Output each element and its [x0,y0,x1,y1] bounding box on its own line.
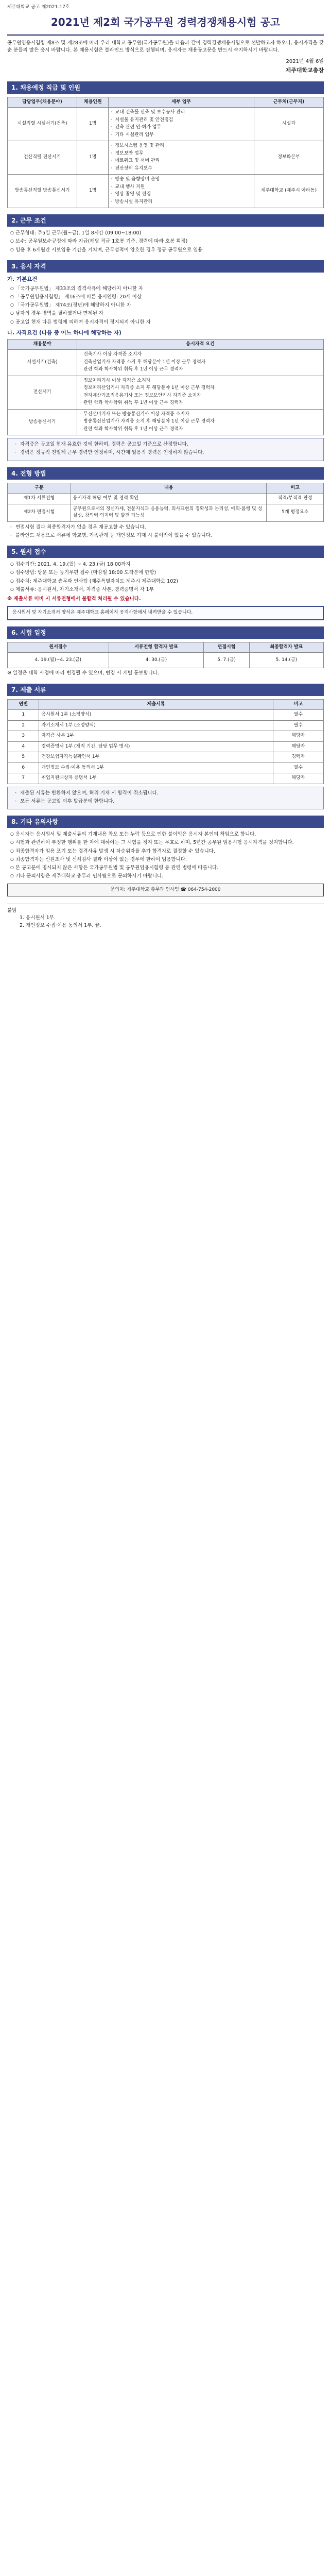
document-no: 1 [8,710,39,721]
documents-header-row [8,699,324,710]
document-name: 자기소개서 1부 (소정양식) [39,720,273,731]
positions-header-duties: 세부 업무 [109,97,254,108]
document-no: 6 [8,762,39,773]
position-duty-item: · 방송 및 음향장비 운영 [111,176,251,183]
misc-item: ○ 최종합격자가 임용 포기 또는 결격사유 발생 시 차순위자를 추가 합격자로 결정할 수 있습니다. [10,848,324,855]
selection-body [8,494,324,522]
position-duty-item: · 교내 행사 지원 [111,184,251,191]
documents-header-no: 연번 [8,699,39,710]
position-count: 1명 [77,141,109,175]
qualification-field: 전산서기 [8,376,77,409]
positions-table [7,97,324,209]
positions-header-place: 근무처(근무지) [254,97,323,108]
document-name: 건강보험자격득실확인서 1부 [39,752,273,763]
basic-req-title: 가. 기본요건 [7,276,38,282]
document-note: 해당자 [273,731,323,742]
positions-header-count: 채용인원 [77,97,109,108]
documents-row [8,731,324,742]
document-name: 응시원서 1부 (소정양식) [39,710,273,721]
documents-row [8,762,324,773]
section-7-label: 7. 제출 서류 [11,686,46,693]
documents-note-item: - 제출된 서류는 반환하지 않으며, 허위 기재 시 합격이 취소됩니다. [15,790,319,797]
selection-note-item: - 면접시험 결과 최종합격자가 없을 경우 재공고할 수 있습니다. [10,524,324,531]
basic-req-list [7,285,324,326]
schedule-header-final: 최종합격자 발표 [249,642,323,653]
qualification-header-reqs: 응시자격 요건 [77,339,324,350]
qualification-header-row [8,339,324,350]
selection-header-content: 내용 [71,483,267,494]
position-duty-item: · 전산장비 유지보수 [111,165,251,173]
qualification-reqs-list [79,378,321,407]
schedule-header-doc-result: 서류전형 합격자 발표 [109,642,204,653]
documents-header-note: 비고 [273,699,323,710]
qualification-notes-list [12,441,319,457]
selection-note: 5개 평정요소 [267,504,324,521]
attachment-item-1: 1. 응시원서 1부. [20,915,56,921]
document-no: 4 [8,741,39,752]
basic-req-item: ○ 「공무원임용시험령」 제16조에 따른 응시연령: 20세 이상 [10,294,324,301]
qualification-req-item: · 관련 학과 학사학위 취득 후 1년 이상 근무 경력자 [79,400,321,407]
misc-list [7,831,324,880]
documents-body [8,710,324,784]
position-duties [109,175,254,208]
section-1-title [7,81,324,94]
qual-req-title: 나. 자격요건 (다음 중 어느 하나에 해당하는 자) [7,329,121,336]
qualification-req-item: · 건축기사 이상 자격증 소지자 [79,351,321,359]
position-place: 정보화본부 [254,141,323,175]
section-3-label: 3. 응시 자격 [11,262,46,270]
qualification-req-item: · 전자계산기조직응용기사 또는 정보보안기사 자격증 소지자 [79,393,321,400]
selection-content: 공무원으로서의 정신자세, 전문지식과 응용능력, 의사표현의 정확성과 논리성, 예의·품행 및 성실성, 창의력·의지력 및 발전 가능성 [71,504,267,521]
position-count: 1명 [77,108,109,141]
qualification-field: 방송통신서기 [8,409,77,435]
attachments [7,904,324,929]
qualification-reqs [77,350,324,376]
position-duty-item: · 정보보안 업무 [111,150,251,158]
application-highlight: 응시원서 및 자기소개서 양식은 제주대학교 홈페이지 공지사항에서 내려받을 수 있습니다. [7,606,324,620]
selection-content: 응시자격 해당 여부 및 경력 확인 [71,494,267,504]
schedule-header-row [8,642,324,653]
qualification-req-item: · 관련 학과 학사학위 취득 후 1년 이상 근무 경력자 [79,366,321,374]
qualification-note-item: - 경력은 정규직 전일제 근무 경력만 인정하며, 시간제·일용직 경력은 인정하지 않습니다. [15,449,319,456]
qualification-req-item: · 방송통신산업기사 자격증 소지 후 해당분야 1년 이상 근무 경력자 [79,418,321,426]
document-no: 7 [8,773,39,784]
document-name: 취업지원대상자 증명서 1부 [39,773,273,784]
position-duty-item: · 방송시설 유지관리 [111,199,251,206]
document-note: 필수 [273,720,323,731]
schedule-final-date: 5. 14.(금) [249,653,323,668]
section-1-label: 1. 채용예정 직급 및 인원 [11,83,80,91]
section-7-title [7,684,324,696]
documents-header-doc: 제출서류 [39,699,273,710]
selection-note-item: - 블라인드 채용으로 서류에 학교명, 가족관계 등 개인정보 기재 시 불이익이 있을 수 있습니다. [10,532,324,539]
section-3-title [7,260,324,273]
qualification-req-item: · 정보처리산업기사 자격증 소지 후 해당분야 1년 이상 근무 경력자 [79,385,321,392]
application-list [7,561,324,594]
selection-header-note: 비고 [267,483,324,494]
notice-date: 2021년 4월 6일 [286,58,324,64]
section-5-title [7,546,324,558]
documents-row [8,752,324,763]
qualification-reqs [77,376,324,409]
application-warning: ※ 제출서류 미비 시 서류전형에서 불합격 처리될 수 있습니다. [7,596,141,602]
document-no: 5 [8,752,39,763]
work-condition-item: ○ 임용 후 6개월간 시보임용 기간을 거치며, 근무성적이 양호한 경우 정규 공무원으로 임용 [10,247,324,254]
selection-stage: 제2차 면접시험 [8,504,71,521]
selection-header-stage: 구분 [8,483,71,494]
basic-req-item: ○ 「국가공무원법」 제33조의 결격사유에 해당하지 아니한 자 [10,285,324,293]
schedule-table [7,642,324,669]
sign-block [7,58,324,75]
documents-note-item: - 모든 서류는 공고일 이후 발급분에 한합니다. [15,798,319,805]
documents-notes-list [12,790,319,806]
qualification-reqs-list [79,351,321,374]
schedule-header-apply: 원서접수 [8,642,109,653]
document-name: 자격증 사본 1부 [39,731,273,742]
intro-text: 공무원임용시험령 제8조 및 제28조에 따라 우리 대학교 공무원(국가공무원)을 다음과 같이 경력경쟁채용시험으로 선발하고자 하오니, 응시자격을 갖춘 분들의 많은 응시 바랍니다. 본 채용시험은 블라인드 방식으로 진행되며, 응시자는 채용공고문을 반드시 숙지하시기 바랍니다. [7,40,324,54]
application-item: ○ 접수방법: 방문 또는 등기우편 접수 (마감일 18:00 도착분에 한함) [10,569,324,577]
schedule-header-interview: 면접시험 [204,642,249,653]
section-8-label: 8. 기타 유의사항 [11,818,58,826]
position-duty-item: · 네트워크 및 서버 관리 [111,158,251,165]
qualification-table [7,339,324,436]
qualification-notes [7,438,324,461]
position-duty-item: · 시설물 유지관리 및 안전점검 [111,117,251,124]
contact-box: 문의처: 제주대학교 총무과 인사팀 ☎ 064-754-2000 [7,884,324,897]
documents-table [7,699,324,784]
position-duty-item: · 영상 촬영 및 편집 [111,191,251,198]
position-duty-item: · 교내 건축물 신축 및 보수공사 관리 [111,109,251,116]
section-4-title [7,467,324,480]
position-place: 시설과 [254,108,323,141]
misc-item: ○ 응시자는 응시원서 및 제출서류의 기재내용 착오 또는 누락 등으로 인한 불이익은 응시자 본인의 책임으로 합니다. [10,831,324,838]
document-note: 경력자 [273,752,323,763]
selection-notes-list [7,524,324,540]
selection-stage: 제1차 서류전형 [8,494,71,504]
selection-row [8,494,324,504]
qualification-req-item: · 정보처리기사 이상 자격증 소지자 [79,378,321,385]
misc-item: ○ 기타 문의사항은 제주대학교 총무과 인사팀으로 문의하시기 바랍니다. [10,873,324,880]
documents-row [8,720,324,731]
section-8-title [7,816,324,828]
issuing-org: 제주대학교총장 [285,66,324,74]
basic-req-item: ○ 「국가공무원법」 제74조(정년)에 해당하지 아니한 자 [10,302,324,309]
page-title: 2021년 제2회 국가공무원 경력경쟁채용시험 공고 [7,11,324,36]
attachment-item-2: 2. 개인정보 수집·이용 동의서 1부. 끝. [20,922,101,928]
qualification-field: 시설서기(건축) [8,350,77,376]
document-name: 개인정보 수집·이용 동의서 1부 [39,762,273,773]
document-note: 필수 [273,762,323,773]
document-note: 필수 [273,710,323,721]
position-duties-list [111,143,251,172]
qualification-req-item: · 관련 학과 학사학위 취득 후 1년 이상 근무 경력자 [79,426,321,433]
qualification-req-item: · 무선설비기사 또는 방송통신기사 이상 자격증 소지자 [79,411,321,418]
positions-row [8,175,324,208]
qualification-row [8,376,324,409]
qualification-req-item: · 건축산업기사 자격증 소지 후 해당분야 1년 이상 근무 경력자 [79,359,321,366]
position-place: 제주대학교 (제주시 아라동) [254,175,323,208]
basic-req-item: ○ 남자의 경우 병역을 필하였거나 면제된 자 [10,310,324,317]
positions-row [8,141,324,175]
position-count: 1명 [77,175,109,208]
notice-number: 제주대학교 공고 제2021-17호 [7,5,70,10]
attachments-label: 붙임 [7,908,17,914]
section-4-label: 4. 전형 방법 [11,469,46,477]
position-duties-list [111,176,251,206]
qualification-body [8,350,324,435]
section-6-label: 6. 시험 일정 [11,629,46,636]
documents-row [8,710,324,721]
document-no: 3 [8,731,39,742]
selection-row [8,504,324,521]
schedule-apply-date: 4. 19.(월)~4. 23.(금) [8,653,109,668]
section-5-label: 5. 원서 접수 [11,548,46,556]
documents-notes [7,787,324,810]
positions-header-row [8,97,324,108]
document-no: 2 [8,720,39,731]
positions-row [8,108,324,141]
misc-item: ○ 시험과 관련하여 부정한 행위를 한 자에 대하여는 그 시험을 정지 또는 무효로 하며, 5년간 공무원 임용시험 응시자격을 정지합니다. [10,839,324,846]
work-condition-item: ○ 근무형태: 주5일 근무(월~금), 1일 8시간 (09:00~18:00) [10,230,324,237]
notice-page [0,0,331,939]
schedule-interview-date: 5. 7.(금) [204,653,249,668]
position-duties-list [111,109,251,139]
section-6-title [7,626,324,639]
document-note: 해당자 [273,741,323,752]
section-2-title [7,214,324,227]
qualification-header-field: 채용분야 [8,339,77,350]
selection-table [7,483,324,522]
document-note: 해당자 [273,773,323,784]
position-duty-item: · 기타 시설관리 업무 [111,132,251,139]
position-field: 방송통신직렬 방송통신서기 [8,175,77,208]
qualification-note-item: - 자격증은 공고일 현재 유효한 것에 한하며, 경력은 공고일 기준으로 산정합니다. [15,441,319,448]
misc-item: ○ 본 공고문에 명시되지 않은 사항은 국가공무원법 및 공무원임용시험령 등 관련 법령에 따릅니다. [10,865,324,872]
position-duties [109,108,254,141]
position-field: 시설직렬 시설서기(건축) [8,108,77,141]
position-duties [109,141,254,175]
document-name: 경력증명서 1부 (재직 기간, 담당 업무 명시) [39,741,273,752]
application-item: ○ 제출서류: 응시원서, 자기소개서, 자격증 사본, 경력증명서 각 1부 [10,586,324,594]
selection-note: 적격/부적격 판정 [267,494,324,504]
schedule-row [8,653,324,668]
position-field: 전산직렬 전산서기 [8,141,77,175]
work-condition-item: ○ 보수: 공무원보수규정에 따라 지급(해당 직급 1호봉 기준, 경력에 따라 호봉 획정) [10,238,324,245]
position-duty-item: · 정보시스템 운영 및 관리 [111,143,251,150]
documents-row [8,741,324,752]
application-item: ○ 접수기간: 2021. 4. 19.(월) ~ 4. 23.(금) 18:00까지 [10,561,324,568]
positions-body [8,108,324,208]
qualification-reqs [77,409,324,435]
selection-header-row [8,483,324,494]
work-conditions-list [7,230,324,254]
basic-req-item: ○ 공고일 현재 다른 법령에 의하여 응시자격이 정지되지 아니한 자 [10,319,324,326]
position-duty-item: · 건축 관련 인·허가 업무 [111,124,251,131]
schedule-doc-result-date: 4. 30.(금) [109,653,204,668]
positions-header-field: 담당업무(채용분야) [8,97,77,108]
misc-item: ○ 최종합격자는 신원조사 및 신체검사 결과 이상이 없는 경우에 한하여 임용합니다. [10,856,324,863]
qualification-row [8,409,324,435]
qualification-reqs-list [79,411,321,433]
schedule-note: ※ 일정은 대학 사정에 따라 변경될 수 있으며, 변경 시 개별 통보합니다. [7,670,159,676]
section-2-label: 2. 근무 조건 [11,217,46,225]
qualification-row [8,350,324,376]
application-item: ○ 접수처: 제주대학교 총무과 인사팀 (제주특별자치도 제주시 제주대학로 102) [10,578,324,585]
documents-row [8,773,324,784]
